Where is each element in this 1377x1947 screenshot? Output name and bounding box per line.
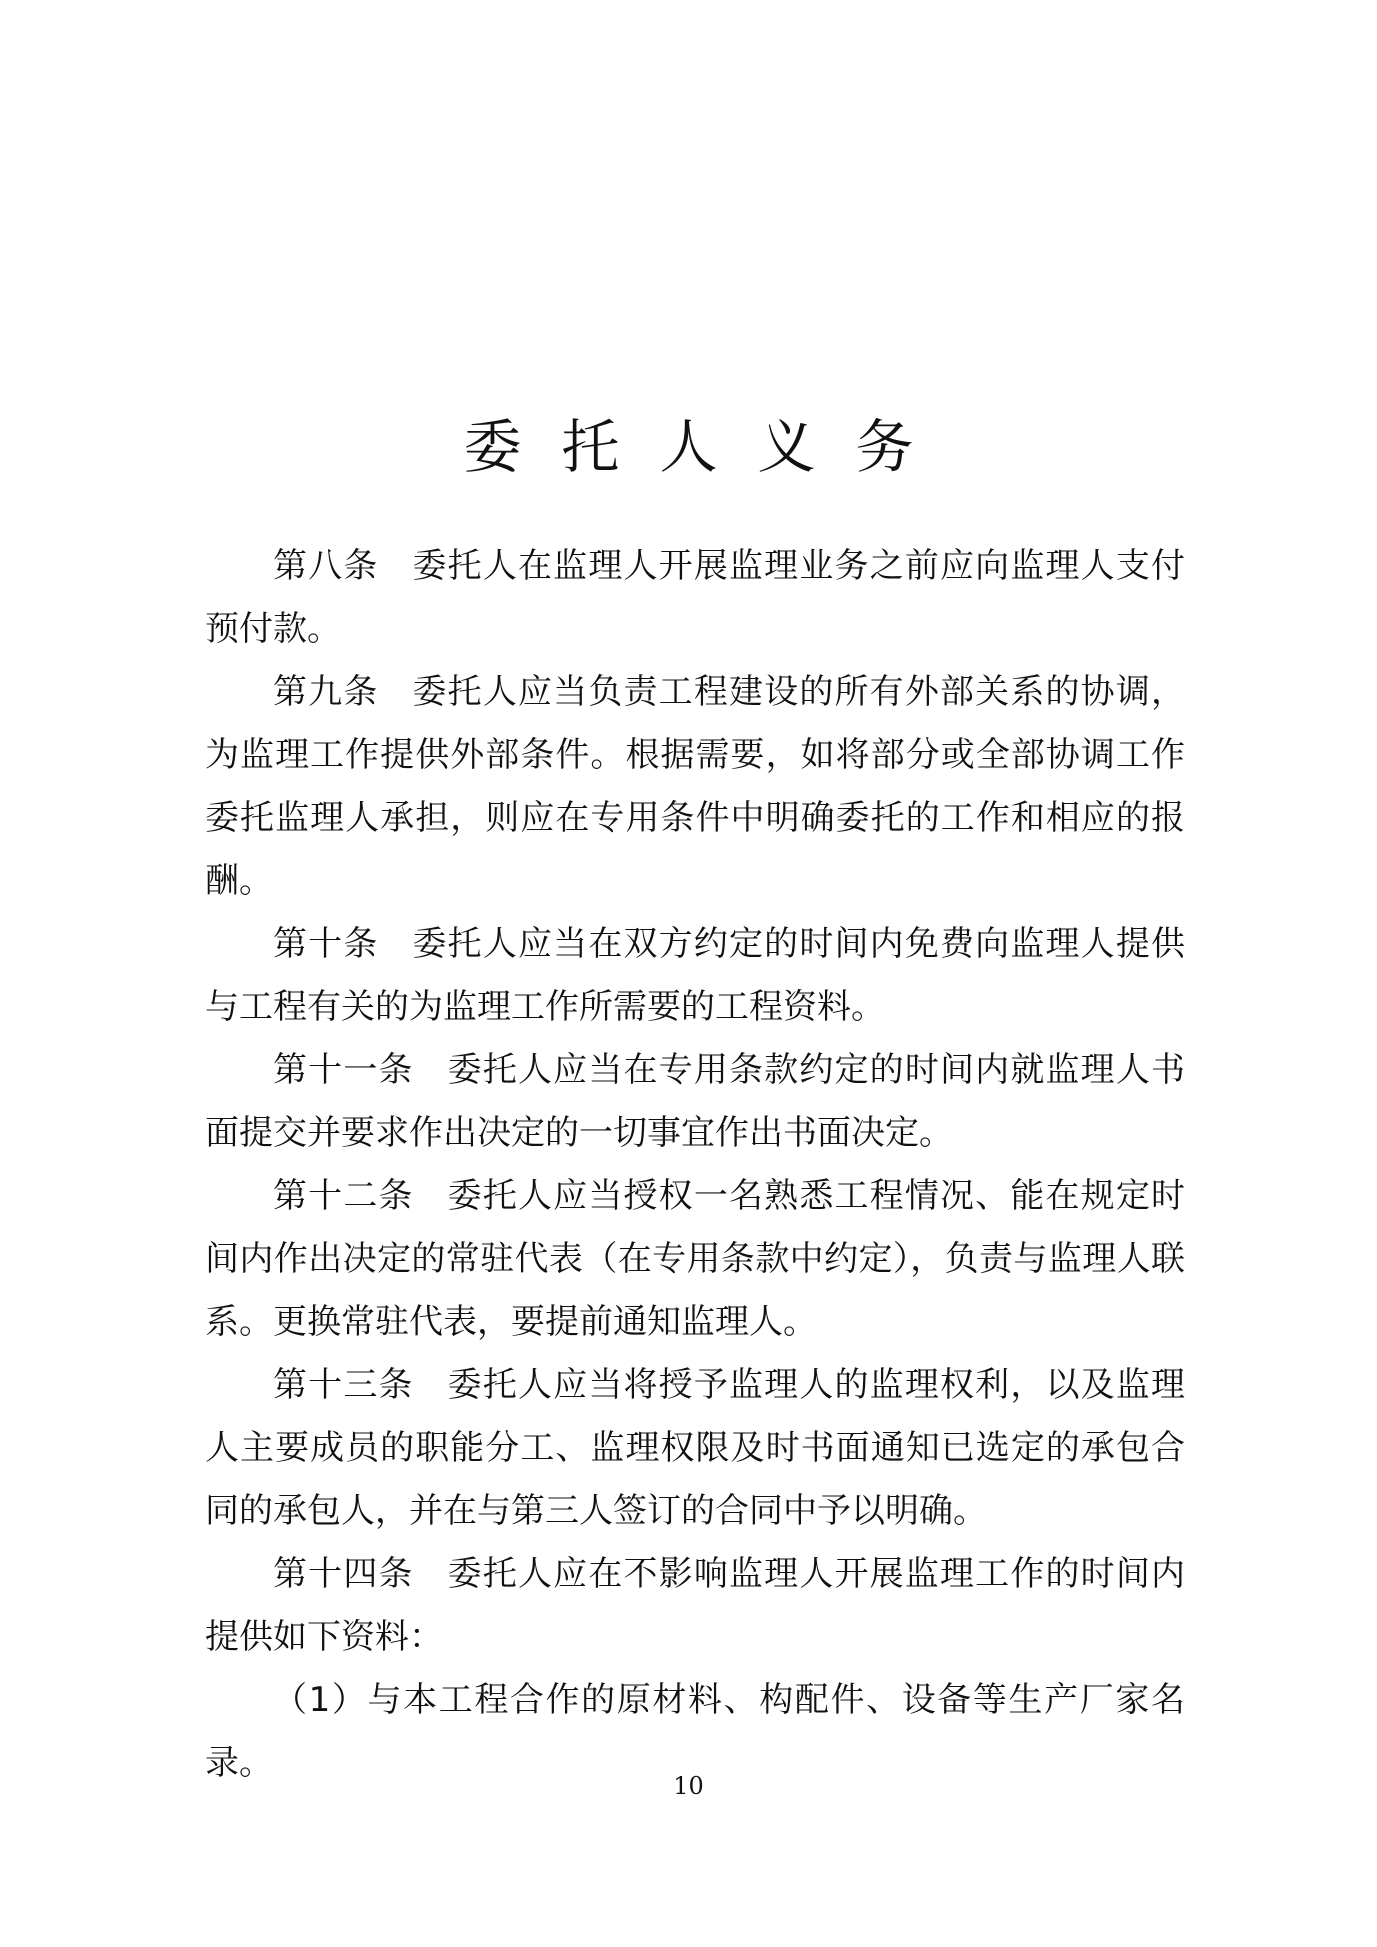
- page-number: 10: [673, 1772, 704, 1800]
- article-text: 委托人在监理人开展监理业务之前应向监理人支付预付款。: [205, 546, 1185, 649]
- article-text: 委托人应在不影响监理人开展监理工作的时间内提供如下资料：: [205, 1554, 1186, 1657]
- article-10: [205, 913, 1185, 1039]
- article-text: 委托人应当授权一名熟悉工程情况、能在规定时间内作出决定的常驻代表（在专用条款中约定），负责与监理人联系。更换常驻代表，要提前通知监理人。: [205, 1176, 1186, 1342]
- article-number: 第十一条: [273, 1050, 414, 1090]
- article-11: [205, 1039, 1185, 1165]
- article-13: [205, 1354, 1185, 1543]
- article-number: 第九条: [273, 672, 379, 712]
- article-12: [205, 1165, 1185, 1354]
- article-9: [205, 661, 1185, 913]
- page-title: 委托人义务: [463, 412, 954, 481]
- article-number: 第十二条: [273, 1176, 414, 1216]
- article-number: 第十条: [273, 924, 379, 964]
- article-number: 第十三条: [273, 1365, 414, 1405]
- article-14: [205, 1543, 1185, 1669]
- article-text: 委托人应当将授予监理人的监理权利，以及监理人主要成员的职能分工、监理权限及时书面通知已选定的承包合同的承包人，并在与第三人签订的合同中予以明确。: [205, 1365, 1186, 1531]
- list-item: （1）与本工程合作的原材料、构配件、设备等生产厂家名录。: [205, 1680, 1185, 1783]
- document-body: [205, 535, 1185, 1795]
- article-text: 委托人应当负责工程建设的所有外部关系的协调，为监理工作提供外部条件。根据需要，如将部分或全部协调工作委托监理人承担，则应在专用条件中明确委托的工作和相应的报酬。: [205, 672, 1185, 901]
- article-text: 委托人应当在双方约定的时间内免费向监理人提供与工程有关的为监理工作所需要的工程资料。: [205, 924, 1185, 1027]
- article-number: 第八条: [273, 546, 379, 586]
- article-8: [205, 535, 1185, 661]
- article-number: 第十四条: [273, 1554, 414, 1594]
- article-text: 委托人应当在专用条款约定的时间内就监理人书面提交并要求作出决定的一切事宜作出书面决定。: [205, 1050, 1186, 1153]
